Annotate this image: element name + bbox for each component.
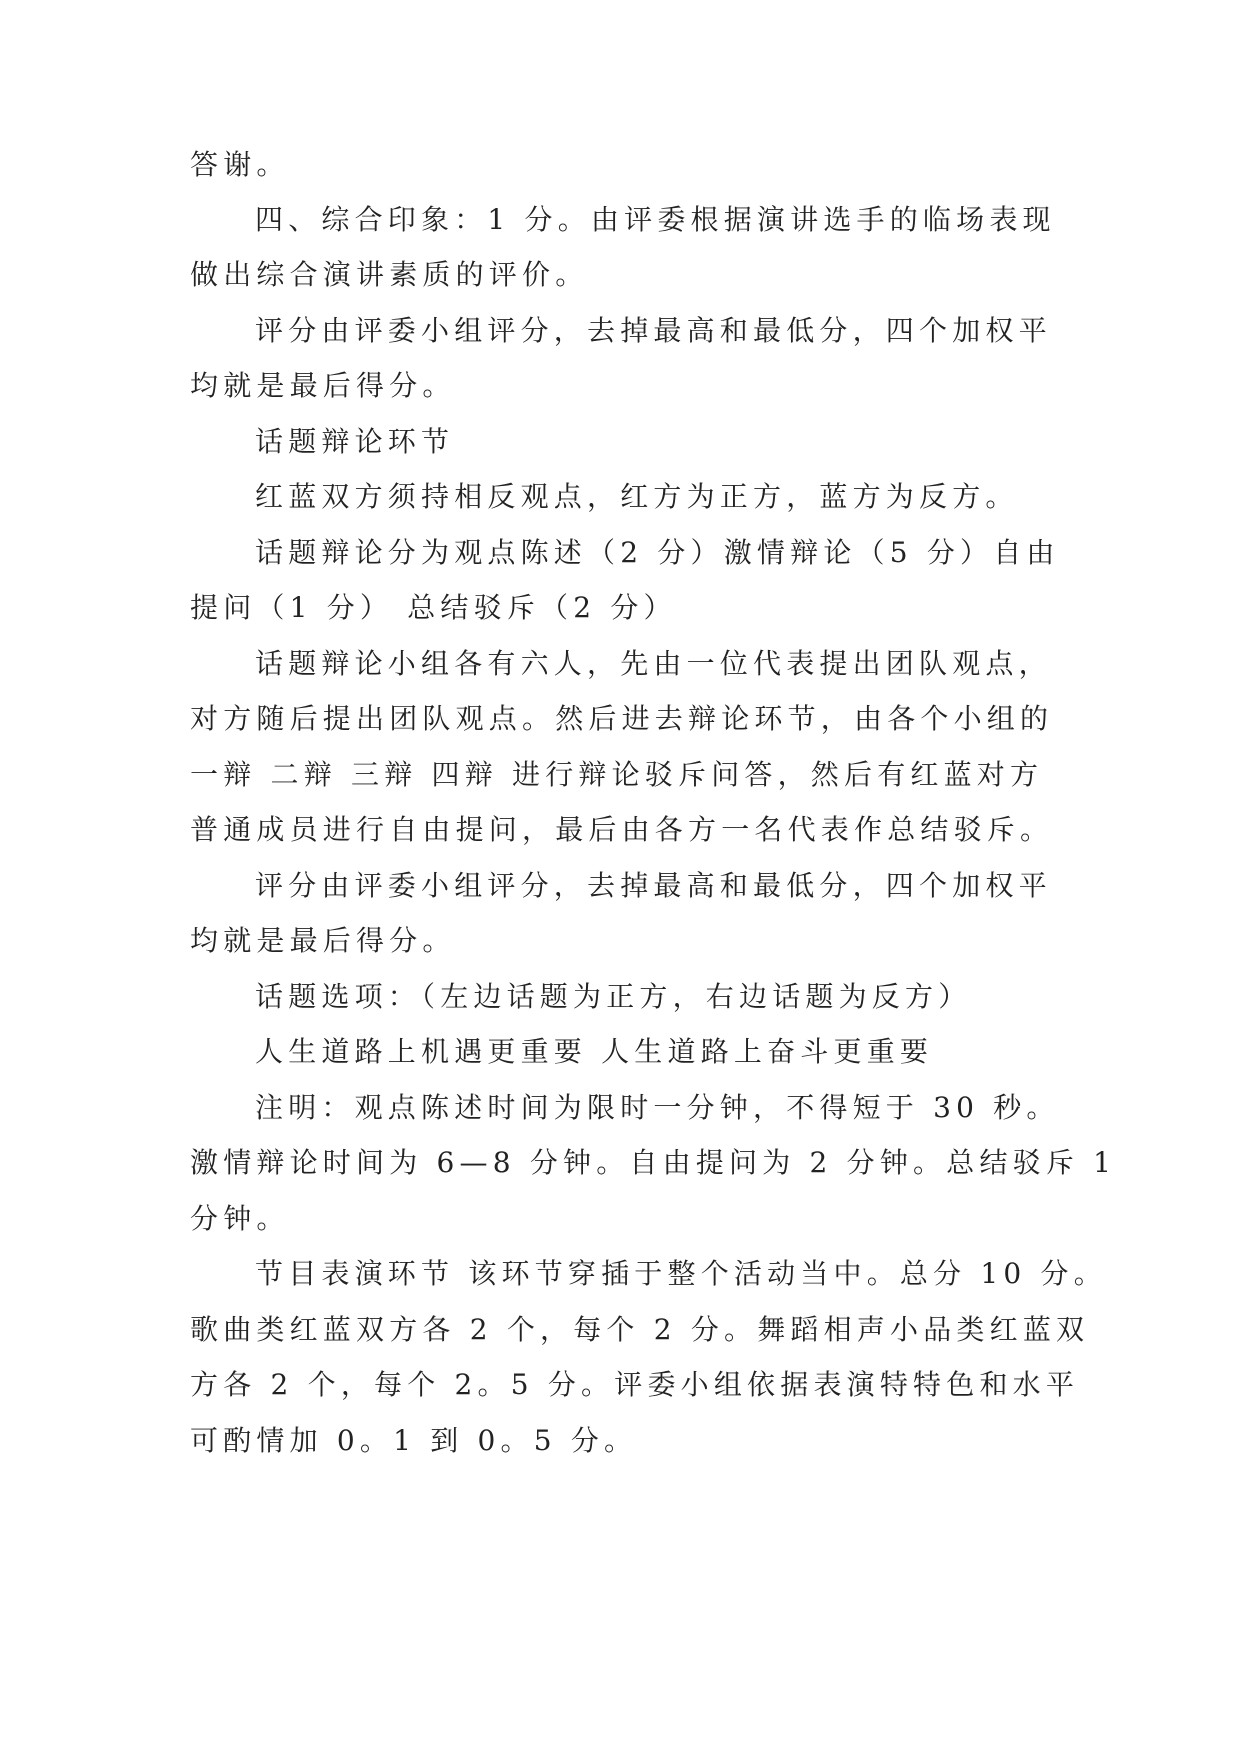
text-line: 一辩 二辩 三辩 四辩 进行辩论驳斥问答，然后有红蓝对方 bbox=[190, 758, 1044, 791]
text-line: 激情辩论时间为 6—8 分钟。自由提问为 2 分钟。总结驳斥 1 bbox=[190, 1146, 1117, 1179]
text-line: 话题辩论小组各有六人，先由一位代表提出团队观点， bbox=[255, 647, 1052, 680]
text-line: 话题选项：（左边话题为正方，右边话题为反方） bbox=[255, 980, 972, 1013]
text-line: 歌曲类红蓝双方各 2 个，每个 2 分。舞蹈相声小品类红蓝双 bbox=[190, 1313, 1090, 1346]
text-line: 普通成员进行自由提问，最后由各方一名代表作总结驳斥。 bbox=[190, 813, 1054, 846]
text-line: 均就是最后得分。 bbox=[190, 369, 456, 402]
text-line: 做出综合演讲素质的评价。 bbox=[190, 258, 589, 291]
text-line: 四、综合印象：1 分。由评委根据演讲选手的临场表现 bbox=[255, 203, 1056, 236]
text-line: 节目表演环节 该环节穿插于整个活动当中。总分 10 分。 bbox=[255, 1257, 1107, 1290]
text-line: 评分由评委小组评分，去掉最高和最低分，四个加权平 bbox=[255, 314, 1052, 347]
section-heading: 话题辩论环节 bbox=[255, 425, 455, 458]
text-line: 评分由评委小组评分，去掉最高和最低分，四个加权平 bbox=[255, 869, 1052, 902]
text-line: 答谢。 bbox=[190, 148, 290, 181]
text-line: 方各 2 个，每个 2。5 分。评委小组依据表演特特色和水平 bbox=[190, 1368, 1080, 1401]
text-line: 对方随后提出团队观点。然后进去辩论环节，由各个小组的 bbox=[190, 702, 1054, 735]
text-line: 提问（1 分） 总结驳斥（2 分） bbox=[190, 591, 677, 624]
text-line: 可酌情加 0。1 到 0。5 分。 bbox=[190, 1424, 638, 1457]
text-line: 分钟。 bbox=[190, 1202, 290, 1235]
text-line: 话题辩论分为观点陈述（2 分）激情辩论（5 分）自由 bbox=[255, 536, 1060, 569]
text-line: 均就是最后得分。 bbox=[190, 924, 456, 957]
text-line: 人生道路上机遇更重要 人生道路上奋斗更重要 bbox=[255, 1035, 934, 1068]
text-line: 注明：观点陈述时间为限时一分钟，不得短于 30 秒。 bbox=[255, 1091, 1060, 1124]
text-line: 红蓝双方须持相反观点，红方为正方，蓝方为反方。 bbox=[255, 480, 1019, 513]
